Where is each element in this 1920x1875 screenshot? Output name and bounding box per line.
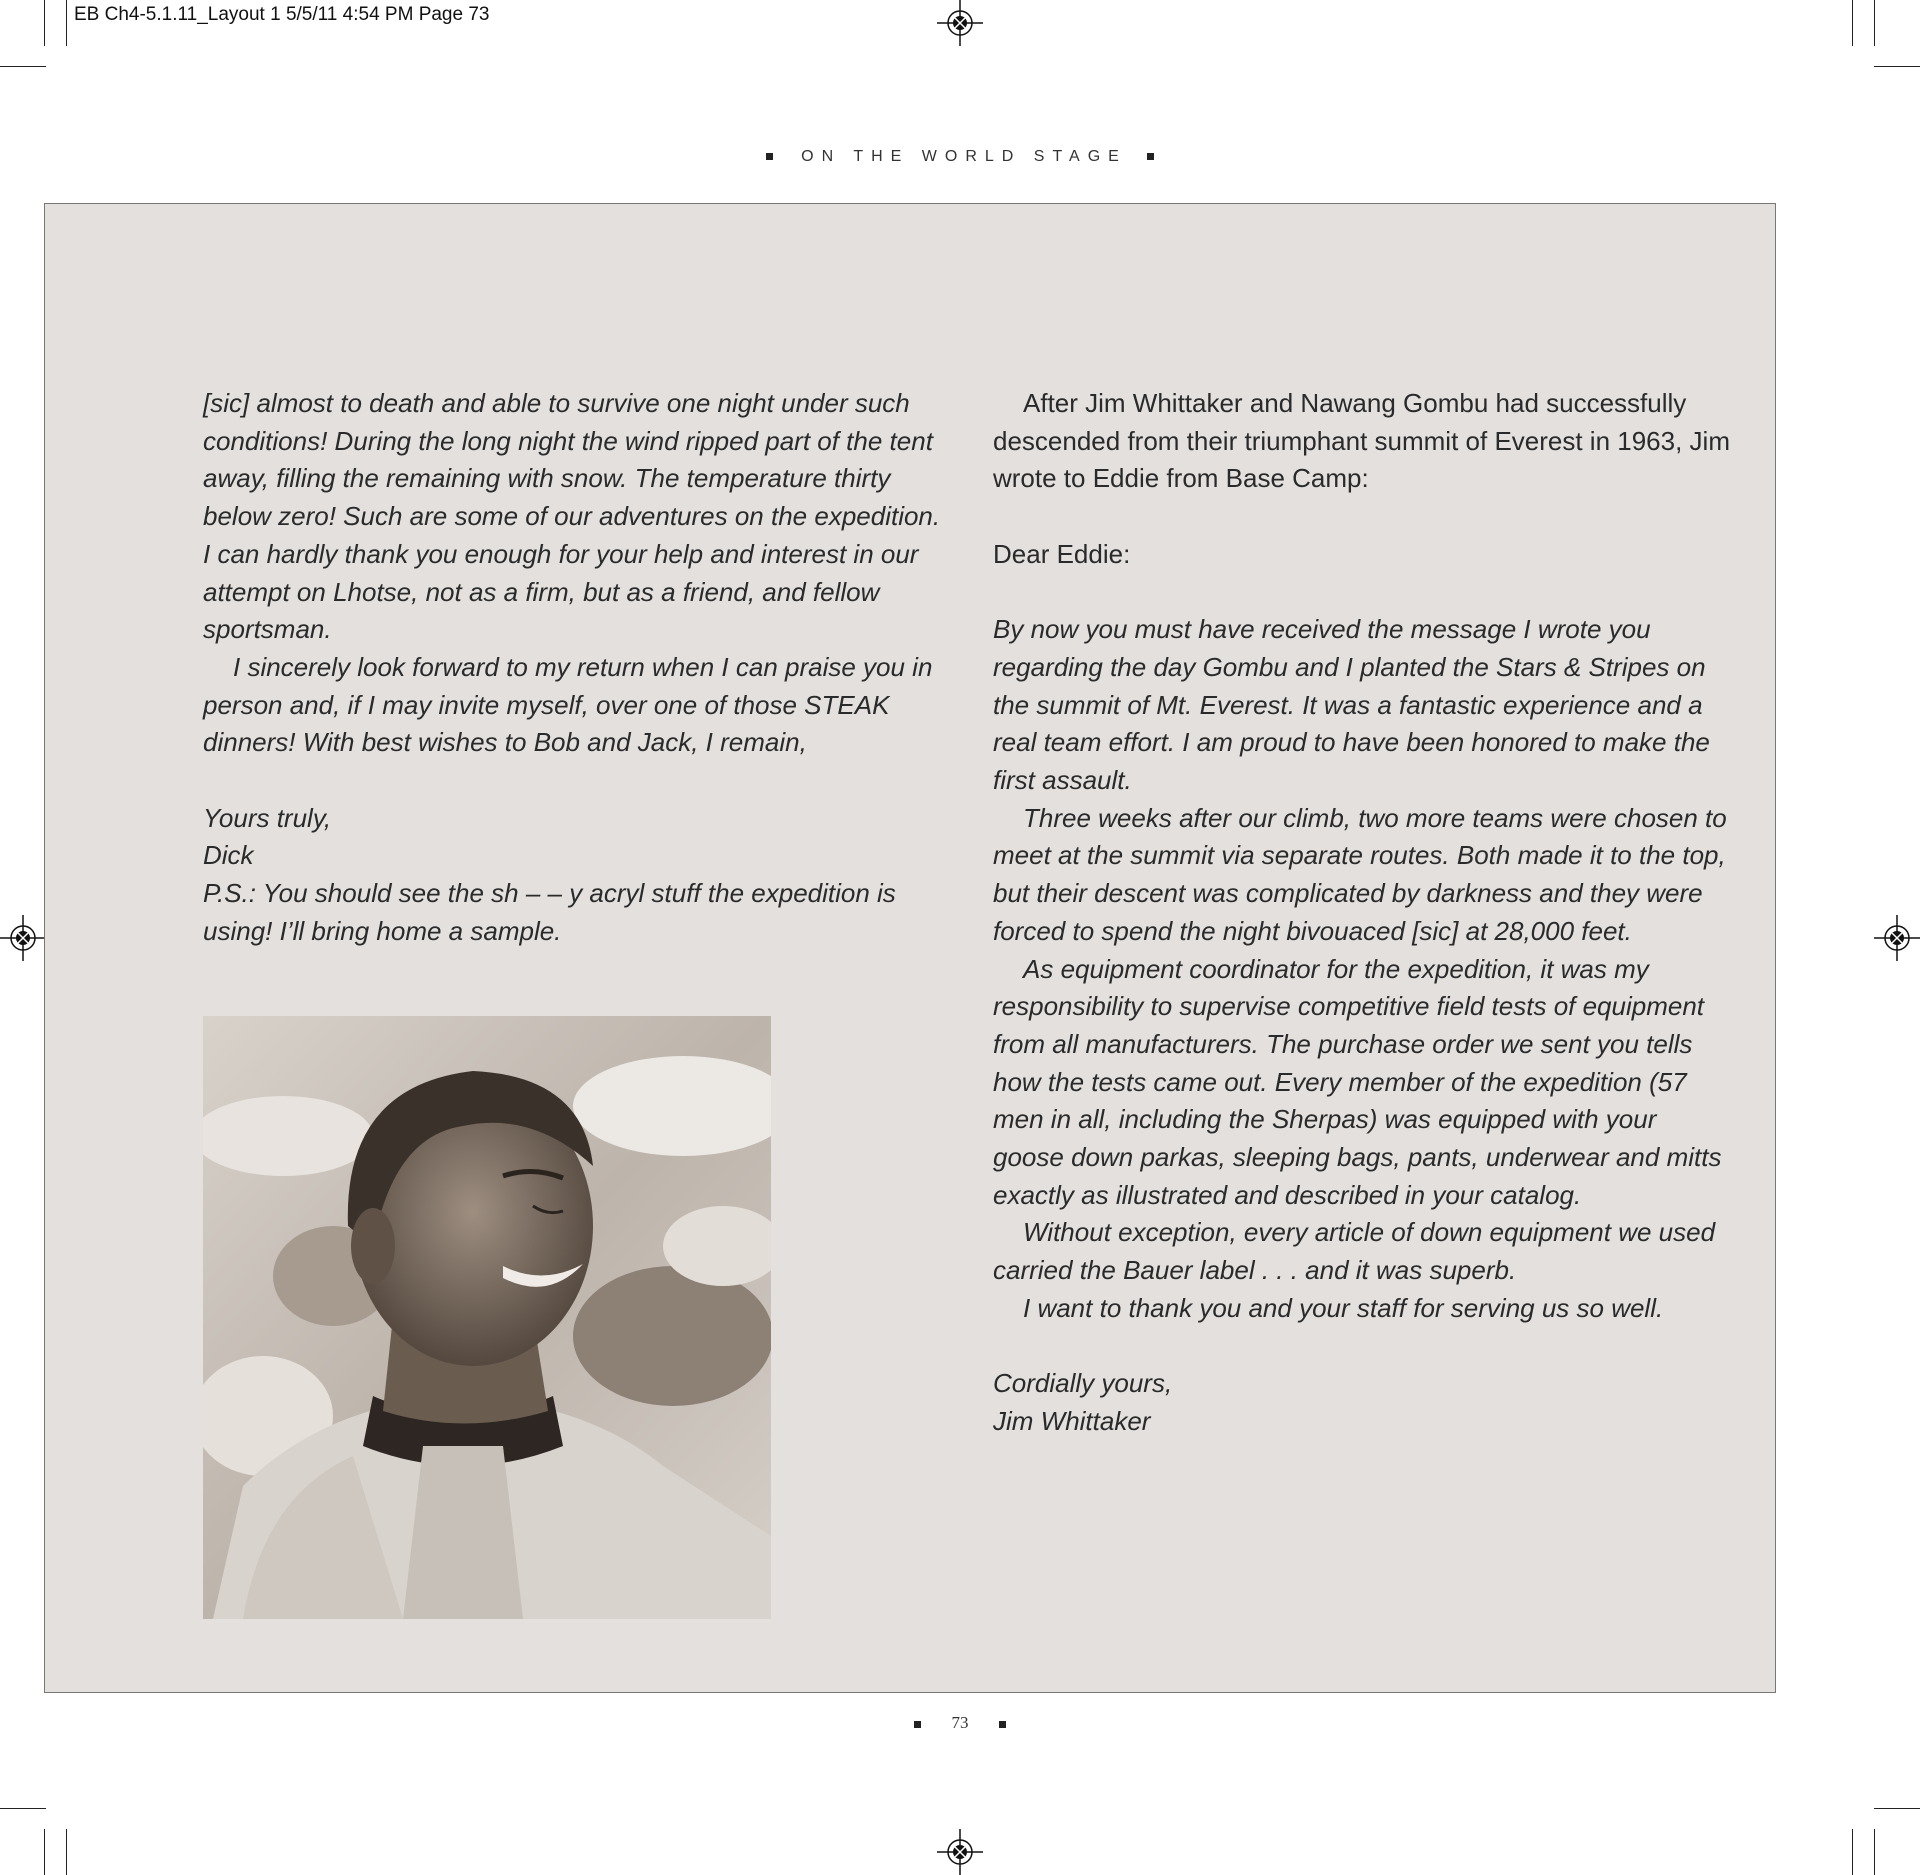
registration-mark-icon xyxy=(937,1829,983,1875)
page-number: 73 xyxy=(951,1713,969,1732)
crop-mark xyxy=(1874,1829,1875,1875)
page-number-footer xyxy=(0,1713,1920,1733)
letter-signature: Dick xyxy=(203,840,254,871)
intro-paragraph: After Jim Whittaker and Nawang Gombu had successfully descended from their triumphant summit of Everest in 1963, Jim wrote to Eddie from Base Camp: xyxy=(993,388,1730,494)
crop-mark xyxy=(44,0,45,46)
letter-paragraph: As equipment coordinator for the expedition, it was my responsibility to supervise competitive field tests of equipment from all manufacturers. The purchase order we sent you tells how the tests came out. Every member of the expedition (57 men in all, including the Sherpas) was equipped with your goose down parkas, sleeping bags, pants, underwear and mitts exactly as illustrated and described in your catalog. xyxy=(993,953,1722,1210)
crop-mark xyxy=(0,66,46,67)
print-slug: EB Ch4-5.1.11_Layout 1 5/5/11 4:54 PM Page 73 xyxy=(74,4,490,25)
letter-paragraph: I sincerely look forward to my return when I can praise you in person and, if I may invite myself, over one of those STEAK dinners! With best wishes to Bob and Jack, I remain, xyxy=(203,651,933,758)
letter-closing: Cordially yours, xyxy=(993,1368,1173,1399)
registration-mark-icon xyxy=(0,915,46,961)
running-head-text: ON THE WORLD STAGE xyxy=(801,148,1127,165)
letter-paragraph: [sic] almost to death and able to survive one night under such conditions! During the long night the wind ripped part of the tent away, filling the remaining with snow. The temperature thirty below zero! Such are some of our adventures on the expedition. I can hardly thank you enough for your help and interest in our attempt on Lhotse, not as a firm, but as a friend, and fellow sportsman. xyxy=(203,388,941,645)
crop-mark xyxy=(1874,0,1875,46)
letter-paragraph: Three weeks after our climb, two more teams were chosen to meet at the summit via separate routes. Both made it to the top, but their descent was complicated by darkness and they were forced to spend the night bivouaced [sic] at 28,000 feet. xyxy=(993,802,1727,946)
letter-paragraph: Without exception, every article of down equipment we used carried the Bauer label . . . and it was superb. xyxy=(993,1217,1716,1286)
registration-mark-icon xyxy=(1874,915,1920,961)
letter-postscript: P.S.: You should see the sh – – y acryl stuff the expedition is using! I’ll bring home a sample. xyxy=(203,878,896,946)
bullet-square-icon xyxy=(999,1721,1006,1728)
bullet-square-icon xyxy=(766,153,773,160)
bullet-square-icon xyxy=(914,1721,921,1728)
crop-mark xyxy=(1852,1829,1853,1875)
letter-paragraph: I want to thank you and your staff for serving us so well. xyxy=(1023,1292,1664,1323)
letter-closing: Yours truly, xyxy=(203,802,332,833)
portrait-illustration xyxy=(203,1016,771,1619)
crop-mark xyxy=(44,1829,45,1875)
running-head xyxy=(0,148,1920,166)
bullet-square-icon xyxy=(1147,153,1154,160)
left-column xyxy=(203,385,953,951)
crop-mark xyxy=(66,1829,67,1875)
letter-salutation: Dear Eddie: xyxy=(993,538,1131,569)
crop-mark xyxy=(1874,66,1920,67)
registration-mark-icon xyxy=(937,0,983,46)
letter-signature: Jim Whittaker xyxy=(993,1405,1151,1436)
right-column xyxy=(993,385,1733,1441)
crop-mark xyxy=(1874,1808,1920,1809)
portrait-photo xyxy=(203,1016,771,1619)
crop-mark xyxy=(66,0,67,46)
letter-paragraph: By now you must have received the message I wrote you regarding the day Gombu and I planted the Stars & Stripes on the summit of Mt. Everest. It was a fantastic experience and a real team effort. I am proud to have been honored to make the first assault. xyxy=(993,614,1710,795)
crop-mark xyxy=(1852,0,1853,46)
crop-mark xyxy=(0,1808,46,1809)
